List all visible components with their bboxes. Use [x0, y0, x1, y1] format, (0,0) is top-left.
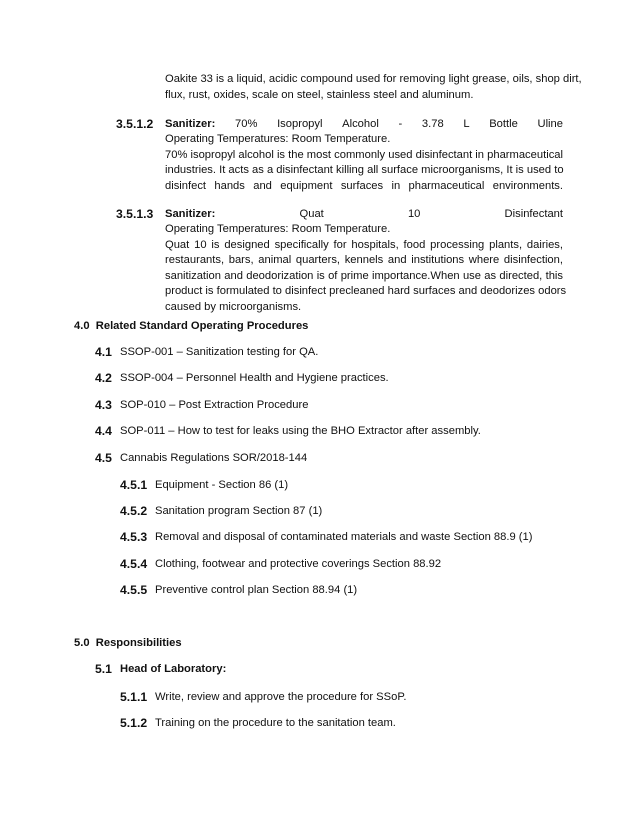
item-number: 4.5	[95, 451, 112, 465]
subitem-number: 5.1.1	[120, 690, 148, 704]
item-text: Cannabis Regulations SOR/2018-144	[120, 452, 308, 464]
text-line: caused by microorganisms.	[165, 300, 302, 313]
section-number: 3.5.1.3	[116, 207, 154, 221]
title-word: 10	[407, 208, 421, 220]
title-word: 3.78	[421, 118, 444, 130]
item-text: SOP-011 – How to test for leaks using the BHO Extractor after assembly.	[120, 425, 481, 437]
subitem-number: 4.5.3	[120, 530, 148, 544]
text-line: disinfect hands and equipment surfaces in pharmaceutical environments.	[165, 179, 563, 192]
text-line: 70% isopropyl alcohol is the most commonly used disinfectant in pharmaceutical	[165, 148, 563, 161]
subitem-text: Clothing, footwear and protective coverings Section 88.92	[155, 558, 442, 570]
subitem-text: Removal and disposal of contaminated materials and waste Section 88.9 (1)	[155, 531, 533, 543]
section-3513-body	[165, 222, 567, 315]
sanitizer-label: Sanitizer:	[165, 118, 216, 130]
subitem-number: 4.5.5	[120, 583, 148, 597]
sanitizer-label: Sanitizer:	[165, 208, 216, 220]
item-number: 4.1	[95, 345, 112, 359]
subitem-text: Sanitation program Section 87 (1)	[155, 505, 323, 517]
text-line: industries. It acts as a disinfectant killing all surface microorganisms, It is used to	[165, 164, 564, 176]
item-number: 4.2	[95, 371, 112, 385]
section-heading: 4.0 Related Standard Operating Procedures	[74, 320, 309, 332]
subitem-number: 4.5.4	[120, 557, 148, 571]
subitem-text: Write, review and approve the procedure for SSoP.	[155, 691, 407, 703]
text-line: flux, rust, oxides, scale on steel, stainless steel and aluminum.	[165, 88, 474, 101]
item-number: 5.1	[95, 662, 112, 676]
subitem-number: 4.5.2	[120, 504, 148, 518]
section-number: 3.5.1.2	[116, 117, 154, 131]
title-word: -	[398, 118, 403, 130]
operating-temperature: Operating Temperatures: Room Temperature.	[165, 223, 391, 235]
intro-paragraph	[165, 72, 582, 103]
subitem-number: 4.5.1	[120, 478, 148, 492]
title-word: Bottle	[489, 118, 518, 130]
subitem-text: Training on the procedure to the sanitation team.	[155, 717, 396, 729]
item-number: 4.4	[95, 424, 112, 438]
section-3512-body	[165, 132, 563, 194]
text-line: Quat 10 is designed specifically for hospitals, food processing plants, dairies,	[165, 238, 563, 251]
item-number: 4.3	[95, 398, 112, 412]
title-word: Alcohol	[342, 118, 379, 130]
subitem-text: Preventive control plan Section 88.94 (1)	[155, 584, 358, 596]
text-line: product is formulated to disinfect precleaned hard surfaces and deodorizes odors	[165, 285, 567, 297]
subitem-number: 5.1.2	[120, 716, 148, 730]
item-text: SSOP-004 – Personnel Health and Hygiene practices.	[120, 372, 389, 384]
section-heading: 5.0 Responsibilities	[74, 637, 182, 649]
title-word: Uline	[537, 118, 563, 130]
text-line: restaurants, bars, animal quarters, kennels and institutions where disinfection,	[165, 254, 563, 266]
text-line: Oakite 33 is a liquid, acidic compound used for removing light grease, oils, shop dirt,	[165, 73, 582, 85]
title-word: Disinfectant	[504, 208, 563, 220]
item-text: SOP-010 – Post Extraction Procedure	[120, 399, 309, 411]
text-line: sanitization and deodorization is of prime importance.When use as directed, this	[165, 269, 563, 282]
operating-temperature: Operating Temperatures: Room Temperature.	[165, 133, 391, 145]
subitem-text: Equipment - Section 86 (1)	[155, 479, 289, 491]
title-word: Isopropyl	[277, 118, 323, 130]
section-3512-title-row	[165, 117, 563, 131]
title-word: L	[463, 118, 470, 130]
item-text: Head of Laboratory:	[120, 663, 227, 675]
title-word: 70%	[235, 118, 258, 130]
title-word: Quat	[299, 208, 324, 220]
section-3513-title-row	[165, 207, 563, 221]
item-text: SSOP-001 – Sanitization testing for QA.	[120, 346, 319, 358]
